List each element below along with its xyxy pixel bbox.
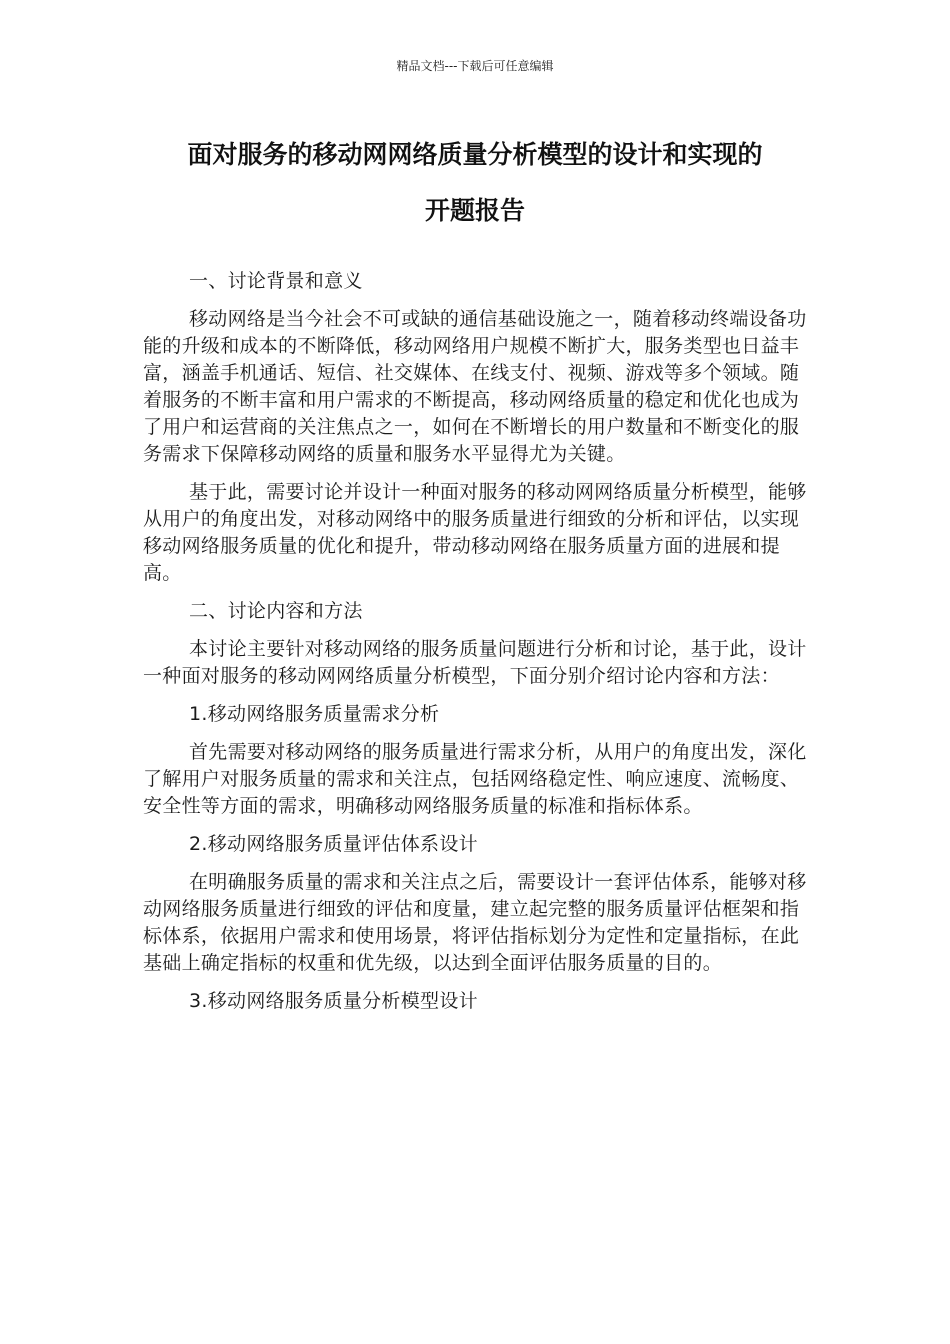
document-title-line-2: 开题报告 (424, 196, 525, 225)
section-1-paragraph-2: 基于此，需要讨论并设计一种面对服务的移动网网络质量分析模型，能够从用户的角度出发，对移动网络中的服务质量进行细致的分析和评估，以实现移动网络服务质量的优化和提升，带动移动网络在服务质量方面的进展和提高。 (143, 481, 807, 584)
page-header: 精品文档---下载后可任意编辑 (396, 59, 554, 73)
document-body (143, 268, 807, 1015)
section-1-paragraph-1: 移动网络是当今社会不可或缺的通信基础设施之一，随着移动终端设备功能的升级和成本的不断降低，移动网络用户规模不断扩大，服务类型也日益丰富，涵盖手机通话、短信、社交媒体、在线支付、视频、游戏等多个领域。随着服务的不断丰富和用户需求的不断提高，移动网络质量的稳定和优化也成为了用户和运营商的关注焦点之一，如何在不断增长的用户数量和不断变化的服务需求下保障移动网络的质量和服务水平显得尤为关键。 (143, 308, 807, 465)
subsection-1-heading: 1.移动网络服务质量需求分析 (189, 703, 440, 725)
section-2-paragraph-1: 本讨论主要针对移动网络的服务质量问题进行分析和讨论，基于此，设计一种面对服务的移动网网络质量分析模型，下面分别介绍讨论内容和方法： (143, 638, 807, 687)
subsection-1-paragraph: 首先需要对移动网络的服务质量进行需求分析，从用户的角度出发，深化了解用户对服务质量的需求和关注点，包括网络稳定性、响应速度、流畅度、安全性等方面的需求，明确移动网络服务质量的标准和指标体系。 (143, 741, 807, 817)
subsection-2-heading: 2.移动网络服务质量评估体系设计 (189, 833, 478, 855)
subsection-3-heading: 3.移动网络服务质量分析模型设计 (189, 990, 478, 1012)
subsection-2-paragraph: 在明确服务质量的需求和关注点之后，需要设计一套评估体系，能够对移动网络服务质量进行细致的评估和度量，建立起完整的服务质量评估框架和指标体系，依据用户需求和使用场景，将评估指标划分为定性和定量指标，在此基础上确定指标的权重和优先级，以达到全面评估服务质量的目的。 (143, 871, 807, 974)
section-1-heading: 一、讨论背景和意义 (189, 270, 363, 292)
document-title-line-1: 面对服务的移动网网络质量分析模型的设计和实现的 (187, 140, 763, 169)
section-2-heading: 二、讨论内容和方法 (189, 600, 363, 622)
